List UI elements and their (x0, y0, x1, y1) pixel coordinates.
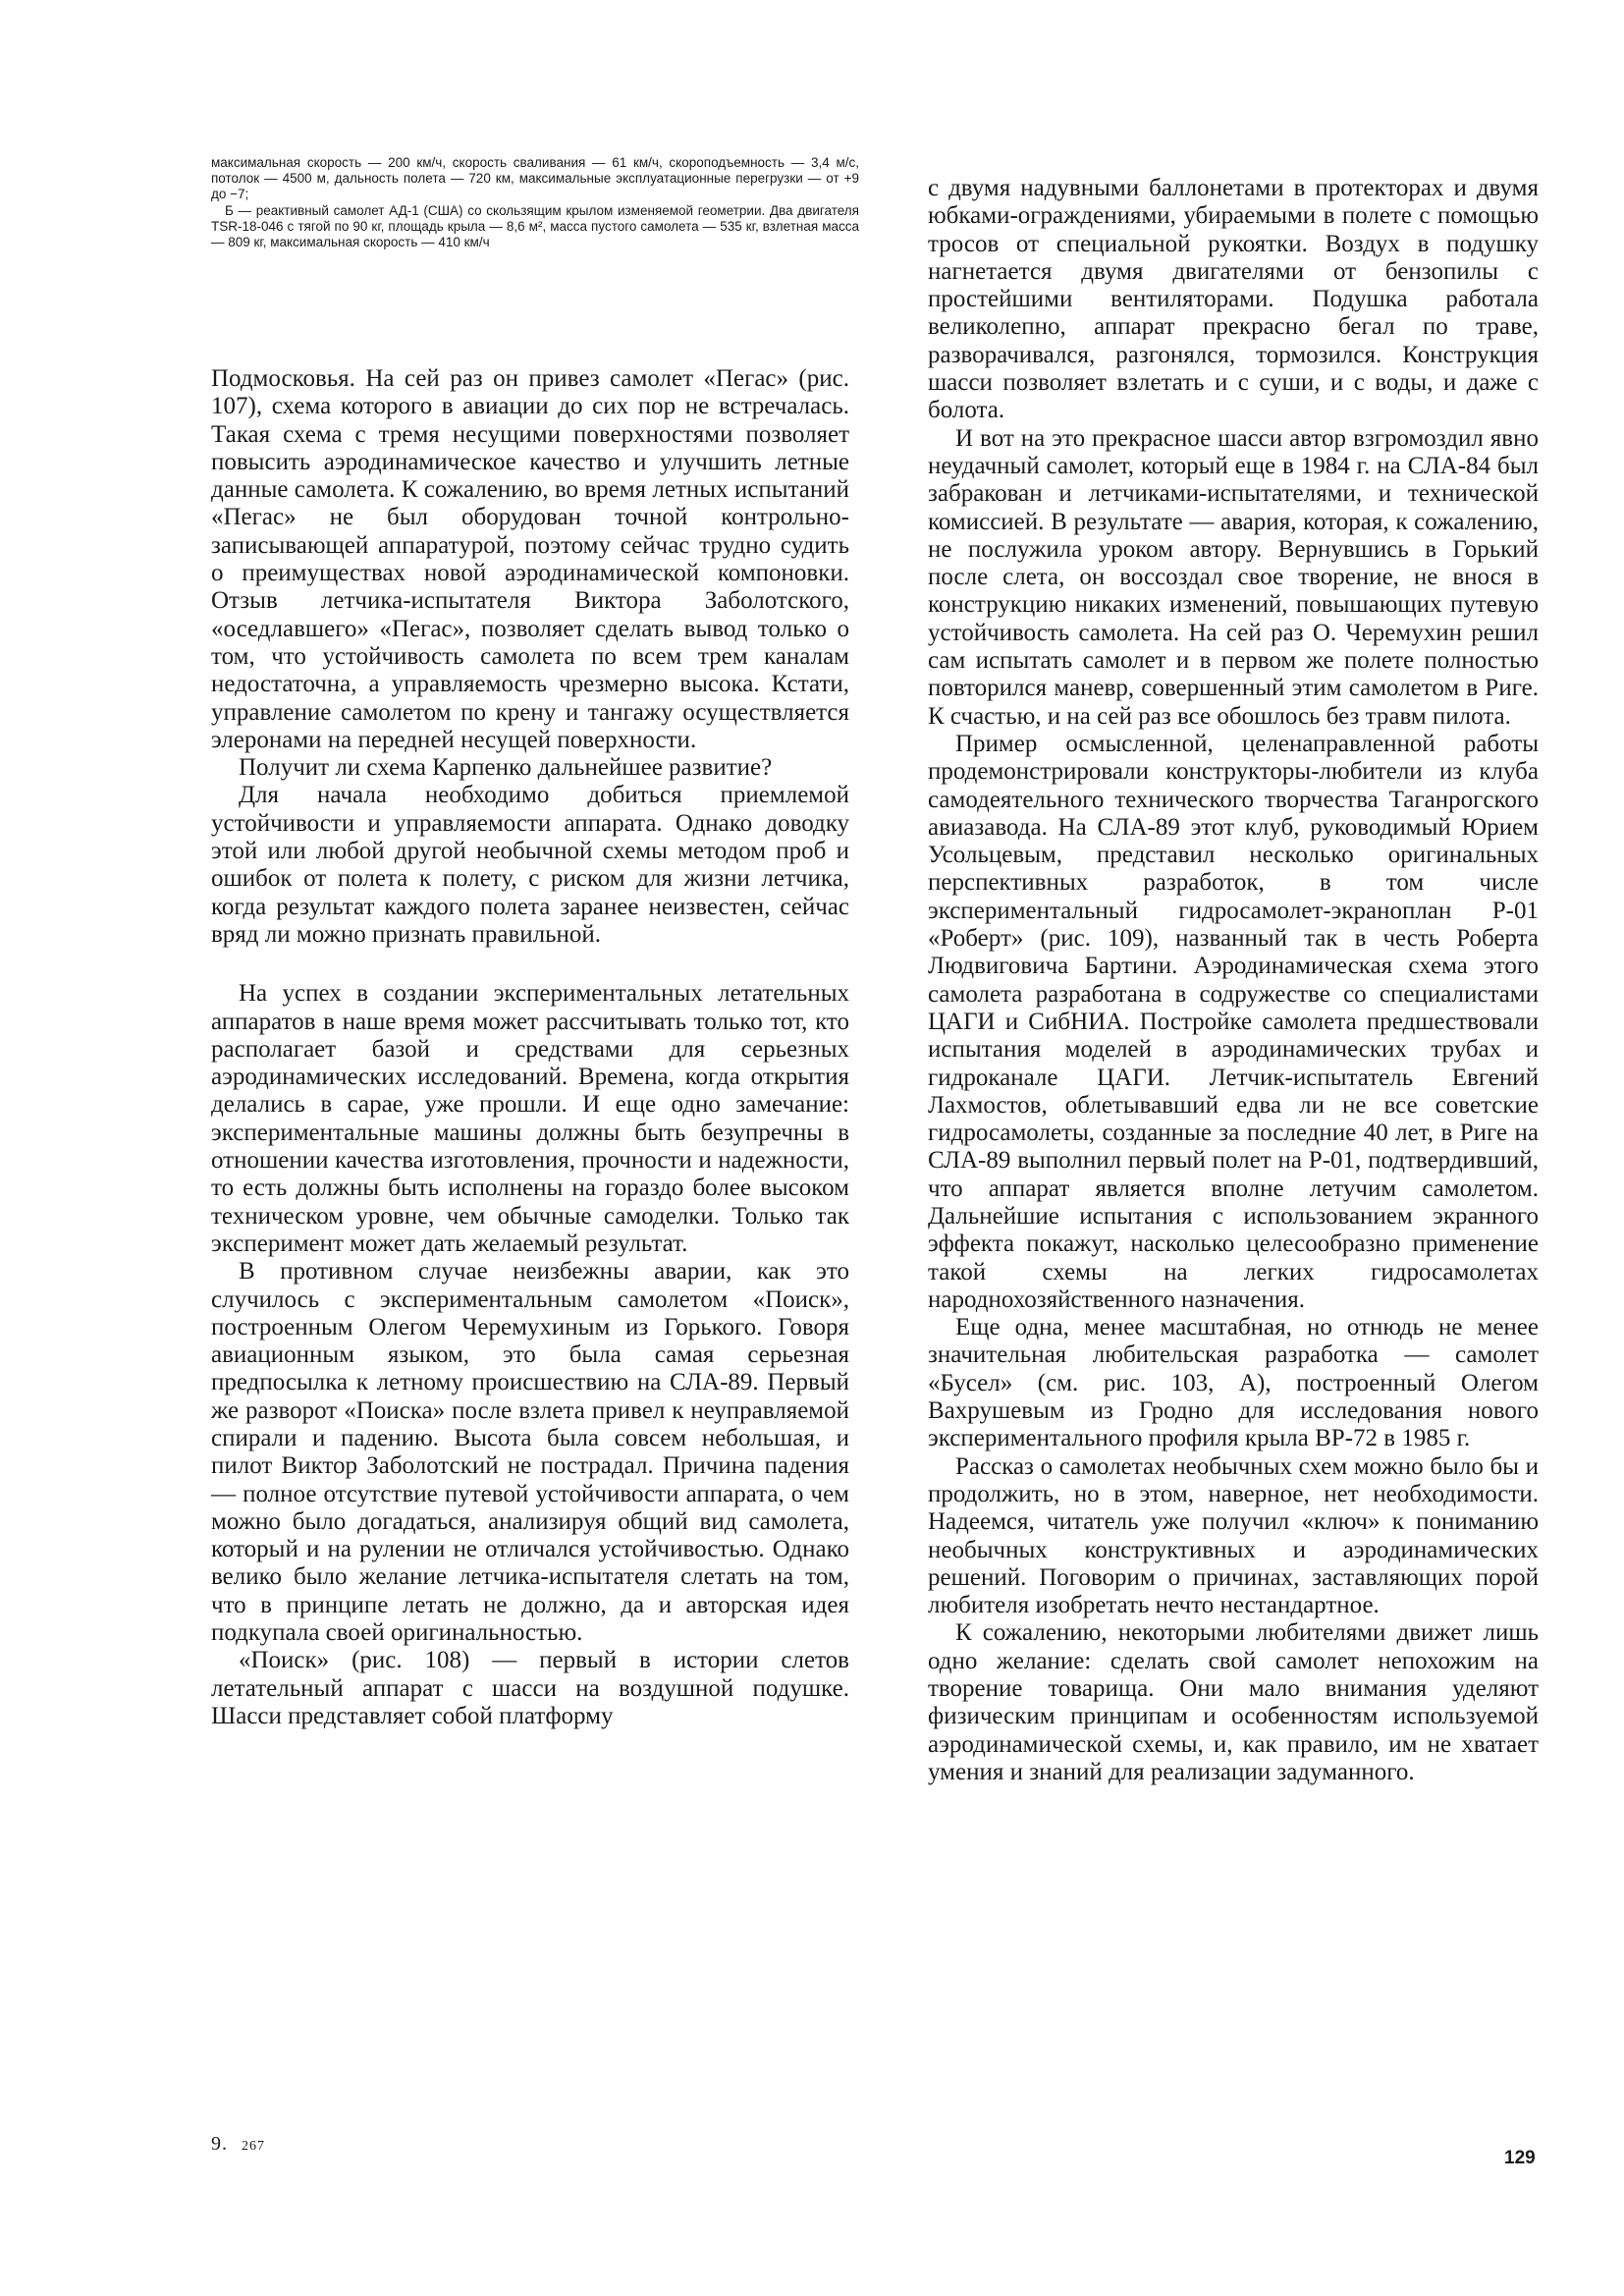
paragraph: Рассказ о самолетах необычных схем можно было бы и продолжить, но в этом, наверное, нет необходимости. Надеемся, читатель уже получил «ключ» к пониманию необычных конструктивных и аэродинамических решений. Поговорим о причинах, заставляющих порой любителя изобретать нечто нестандартное. (928, 1452, 1539, 1619)
left-column (211, 365, 849, 1730)
paragraph: И вот на это прекрасное шасси автор взгромоздил явно неудачный самолет, который еще в 1984 г. на СЛА-84 был забракован и летчиками-испытателями, и технической комиссией. В результате — авария, которая, к сожалению, не послужила уроком автору. Вернувшись в Горький после слета, он воссоздал свое творение, не внося в конструкцию никаких изменений, повышающих путевую устойчивость самолета. На сей раз О. Черемухин решил сам испытать самолет и в первом же полете полностью повторился маневр, совершенный этим самолетом в Риге. К счастью, и на сей раз все обошлось без травм пилота. (928, 424, 1539, 730)
paragraph: Для начала необходимо добиться приемлемой устойчивости и управляемости аппарата. Однако доводку этой или любой другой необычной схемы методом проб и ошибок от полета к полету, с риском для жизни летчика, когда результат каждого полета заранее неизвестен, сейчас вряд ли можно признать правильной. (211, 782, 849, 948)
signature-number: 9. (211, 2133, 228, 2155)
caption-line-b: Б — реактивный самолет АД-1 (США) со скользящим крылом изменяемой геометрии. Два двигателя TSR-18-046 с тягой по 90 кг, площадь крыла — 8,6 м², масса пустого самолета — 535 кг, взлетная масса — 809 кг, максимальная скорость — 410 км/ч (211, 202, 859, 250)
printer-signature (211, 2133, 265, 2156)
right-column (928, 175, 1539, 1786)
paragraph: Еще одна, менее масштабная, но отнюдь не менее значительная любительская разработка — самолет «Бусел» (см. рис. 103, А), построенный Олегом Вахрушевым из Гродно для исследования нового экспериментального профиля крыла ВР-72 в 1985 г. (928, 1314, 1539, 1452)
paragraph: К сожалению, некоторыми любителями движет лишь одно желание: сделать свой самолет непохожим на творение товарища. Они мало внимания уделяют физическим принципам и особенностям используемой аэродинамической схемы, и, как правило, им не хватает умения и знаний для реализации задуманного. (928, 1619, 1539, 1785)
signature-code: 267 (242, 2139, 265, 2154)
paragraph: Пример осмысленной, целенаправленной работы продемонстрировали конструкторы-любители из клуба самодеятельного технического творчества Таганрогского авиазавода. На СЛА-89 этот клуб, руководимый Юрием Усольцевым, представил несколько оригинальных перспективных разработок, в том числе экспериментальный гидросамолет-экраноплан Р-01 «Роберт» (рис. 109), названный так в честь Роберта Людвиговича Бартини. Аэродинамическая схема этого самолета разработана в содружестве со специалистами ЦАГИ и СибНИА. Постройке самолета предшествовали испытания моделей в аэродинамических трубах и гидроканале ЦАГИ. Летчик-испытатель Евгений Лахмостов, облетывавший едва ли не все советские гидросамолеты, созданные за последние 40 лет, в Риге на СЛА-89 выполнил первый полет на Р-01, подтвердивший, что аппарат является вполне летучим самолетом. Дальнейшие испытания с использованием экранного эффекта покажут, насколько целесообразно применение такой схемы на легких гидросамолетах народнохозяйственного назначения. (928, 730, 1539, 1313)
caption-line-a: максимальная скорость — 200 км/ч, скорость сваливания — 61 км/ч, скороподъемность — 3,4 м/с, потолок — 4500 м, дальность полета — 720 км, максимальные эксплуатационные перегрузки — от +9 до −7; (211, 155, 859, 202)
paragraph: Получит ли схема Карпенко дальнейшее развитие? (239, 754, 773, 782)
paragraph: Подмосковья. На сей раз он привез самолет «Пегас» (рис. 107), схема которого в авиации до сих пор не встречалась. Такая схема с тремя несущими поверхностями позволяет повысить аэродинамическое качество и улучшить летные данные самолета. К сожалению, во время летных испытаний «Пегас» не был оборудован точной контрольно-записывающей аппаратурой, поэтому сейчас трудно судить о преимуществах новой аэродинамической компоновки. Отзыв летчика-испытателя Виктора Заболотского, «оседлавшего» «Пегас», позволяет сделать вывод только о том, что устойчивость самолета по всем трем каналам недостаточна, а управляемость чрезмерно высока. Кстати, управление самолетом по крену и тангажу осуществляется элеронами на передней несущей поверхности. (211, 365, 849, 753)
paragraph: «Поиск» (рис. 108) — первый в истории слетов летательный аппарат с шасси на воздушной подушке. Шасси представляет собой платформу (211, 1647, 849, 1729)
figure-caption (211, 155, 859, 250)
paragraph: На успех в создании экспериментальных летательных аппаратов в наше время может рассчитывать только тот, кто располагает базой и средствами для серьезных аэродинамических исследований. Времена, когда открытия делались в сарае, уже прошли. И еще одно замечание: экспериментальные машины должны быть безупречны в отношении качества изготовления, прочности и надежности, то есть должны быть исполнены на гораздо более высоком техническом уровне, чем обычные самоделки. Только так эксперимент может дать желаемый результат. (211, 980, 849, 1257)
paragraph: В противном случае неизбежны аварии, как это случилось с экспериментальным самолетом «Поиск», построенным Олегом Черемухиным из Горького. Говоря авиационным языком, это была самая серьезная предпосылка к летному происшествию на СЛА-89. Первый же разворот «Поиска» после взлета привел к неуправляемой спирали и падению. Высота была совсем небольшая, и пилот Виктор Заболотский не пострадал. Причина падения — полное отсутствие путевой устойчивости аппарата, о чем можно было догадаться, анализируя общий вид самолета, который и на рулении не отличался устойчивостью. Однако велико было желание летчика-испытателя слетать на том, что в принципе летать не должно, да и авторская идея подкупала своей оригинальностью. (211, 1258, 849, 1647)
page-number: 129 (1504, 2148, 1536, 2168)
paragraph: с двумя надувными баллонетами в протекторах и двумя юбками-ограждениями, убираемыми в полете с помощью тросов от специальной рукоятки. Воздух в подушку нагнетается двумя двигателями от бензопилы с простейшими вентиляторами. Подушка работала великолепно, аппарат прекрасно бегал по траве, разворачивался, разгонялся, тормозился. Конструкция шасси позволяет взлетать и с суши, и с воды, и даже с болота. (928, 175, 1539, 424)
